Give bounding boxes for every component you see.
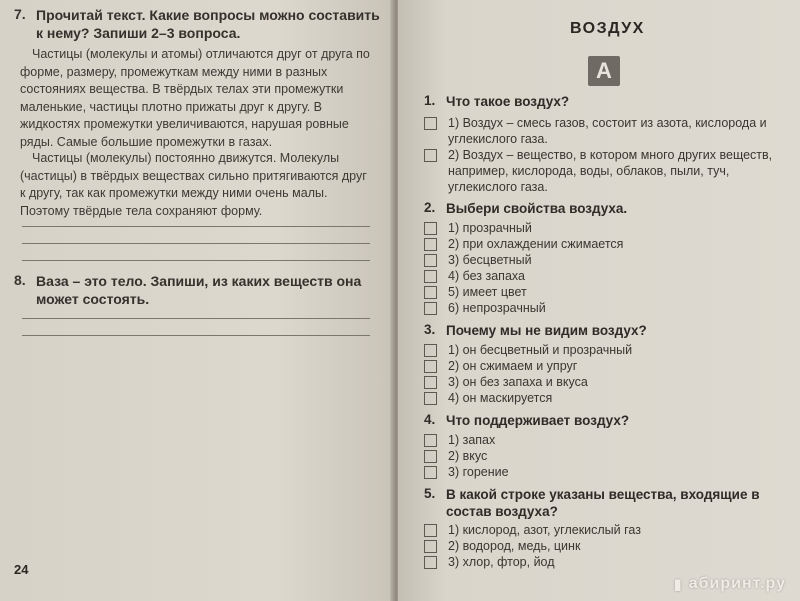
option-label: 1) он бесцветный и прозрачный	[448, 343, 633, 357]
question-number: 3.	[424, 322, 436, 337]
option-label: 2) он сжимаем и упруг	[448, 359, 578, 373]
task-7-paragraph-2: Частицы (молекулы) постоянно движутся. Молекулы (частицы) в твёрдых веществах сильно притягиваются друг к другу, так как промежутки между ними очень малы. Поэтому твёрдые тела сохраняют форму.	[20, 151, 367, 218]
checkbox[interactable]	[424, 392, 437, 405]
option-label: 2) Воздух – вещество, в котором много других веществ, например, кислорода, воды, облаков, пыли, туч, углекислого газа.	[448, 148, 773, 194]
checkbox[interactable]	[424, 238, 437, 251]
question-text: В какой строке указаны вещества, входящие в состав воздуха?	[446, 487, 760, 519]
watermark-text: абиринт.ру	[688, 575, 786, 592]
checkbox[interactable]	[424, 270, 437, 283]
checkbox[interactable]	[424, 524, 437, 537]
option-label: 1) кислород, азот, углекислый газ	[448, 523, 641, 537]
checkbox[interactable]	[424, 360, 437, 373]
question-number: 1.	[424, 93, 436, 108]
checkbox[interactable]	[424, 286, 437, 299]
option-label: 2) при охлаждении сжимается	[448, 237, 624, 251]
option-label: 1) прозрачный	[448, 221, 532, 235]
question-number: 5.	[424, 486, 436, 501]
checkbox[interactable]	[424, 302, 437, 315]
question-number: 2.	[424, 200, 436, 215]
option-label: 3) бесцветный	[448, 253, 532, 267]
level-badge: А	[588, 56, 620, 86]
option-label: 5) имеет цвет	[448, 285, 527, 299]
option-label: 1) Воздух – смесь газов, состоит из азота, кислорода и углекислого газа.	[448, 116, 767, 146]
checkbox[interactable]	[424, 149, 437, 162]
task-8-number: 8.	[14, 272, 26, 288]
option-label: 4) он маскируется	[448, 391, 553, 405]
task-8-question: Ваза – это тело. Запиши, из каких веществ она может состоять.	[36, 273, 362, 307]
task-7-number: 7.	[14, 6, 26, 22]
checkbox[interactable]	[424, 466, 437, 479]
page-number: 24	[14, 562, 29, 577]
question-text: Выбери свойства воздуха.	[446, 201, 628, 216]
checkbox[interactable]	[424, 434, 437, 447]
question-text: Что поддерживает воздух?	[446, 413, 630, 428]
bookmark-logo-icon: ▮	[673, 576, 683, 593]
section-title: ВОЗДУХ	[570, 20, 645, 37]
checkbox[interactable]	[424, 540, 437, 553]
answer-line	[22, 318, 370, 319]
task-7-question: Прочитай текст. Какие вопросы можно составить к нему? Запиши 2–3 вопроса.	[36, 7, 380, 41]
option-label: 6) непрозрачный	[448, 301, 546, 315]
checkbox[interactable]	[424, 556, 437, 569]
checkbox[interactable]	[424, 254, 437, 267]
answer-line	[22, 243, 370, 244]
option-label: 3) горение	[448, 465, 509, 479]
watermark	[674, 575, 787, 593]
checkbox[interactable]	[424, 450, 437, 463]
checkbox[interactable]	[424, 344, 437, 357]
answer-line	[22, 335, 370, 336]
question-text: Что такое воздух?	[446, 94, 570, 109]
checkbox[interactable]	[424, 376, 437, 389]
option-label: 1) запах	[448, 433, 496, 447]
option-label: 4) без запаха	[448, 269, 525, 283]
right-page	[398, 0, 800, 601]
question-text: Почему мы не видим воздух?	[446, 323, 647, 338]
option-label: 3) он без запаха и вкуса	[448, 375, 588, 389]
checkbox[interactable]	[424, 117, 437, 130]
answer-line	[22, 226, 370, 227]
answer-line	[22, 260, 370, 261]
left-page	[0, 0, 394, 601]
option-label: 2) водород, медь, цинк	[448, 539, 581, 553]
checkbox[interactable]	[424, 222, 437, 235]
option-label: 3) хлор, фтор, йод	[448, 555, 555, 569]
question-number: 4.	[424, 412, 436, 427]
task-7-paragraph-1: Частицы (молекулы и атомы) отличаются друг от друга по форме, размеру, промежуткам между ними в разных состояниях вещества. В твёрдых телах эти промежутки маленькие, частицы плотно прижаты друг к другу. В жидкостях промежутки увеличиваются, нарушая ровные ряды. Самые большие промежутки в газах.	[20, 47, 370, 149]
option-label: 2) вкус	[448, 449, 488, 463]
